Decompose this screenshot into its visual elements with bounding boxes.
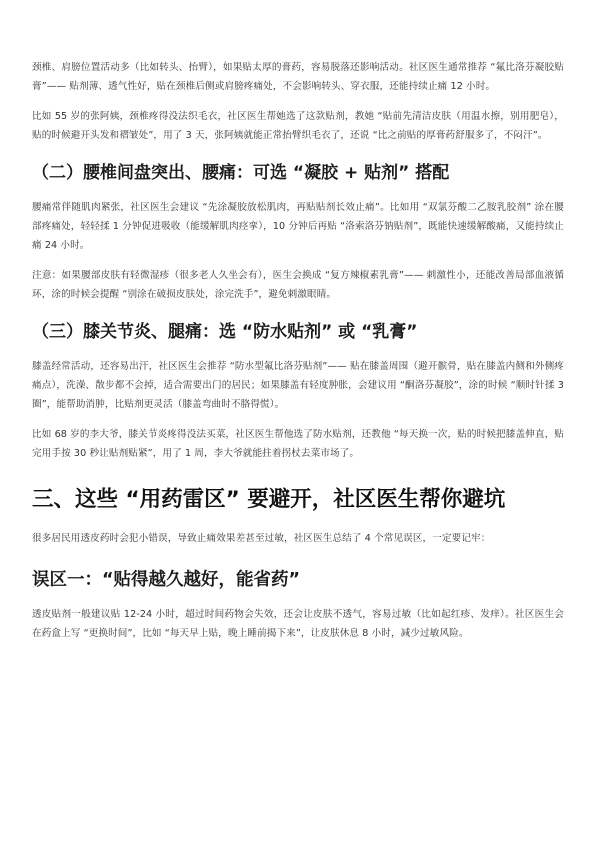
paragraph-waist-gel-patch: 腰痛常伴随肌肉紧张，社区医生会建议 “先涂凝胶放松肌肉，再贴贴剂长效止痛”。比如用 “双氯芬酸二乙胺乳胶剂” 涂在腰部疼痛处，轻轻揉 1 分钟促进吸收（能缓解肌肉痉挛），10 分钟后再贴 “洛索洛芬钠贴剂”，既能快速缓解酸痛，又能持续止痛 24 小时。	[32, 202, 564, 251]
paragraph-waist-note: 注意：如果腰部皮肤有轻微湿疹（很多老人久坐会有），医生会换成 “复方辣椒素乳膏”—— 刺激性小，还能改善局部血液循环，涂的时候会提醒 “别涂在破损皮肤处，涂完洗手”，避免刺激眼睛。	[32, 270, 564, 300]
section-heading-medication-pitfalls: 三、这些 “用药雷区” 要避开，社区医生帮你避坑	[32, 487, 506, 512]
paragraph-example-li: 比如 68 岁的李大爷，膝关节炎疼得没法买菜，社区医生帮他选了防水贴剂，还教他 “每天换一次，贴的时候把膝盖伸直，贴完用手按 30 秒让贴剂贴紧”，用了 1 周，李大爷就能拄着拐杖去菜市场了。	[32, 429, 564, 459]
paragraph-example-zhang: 比如 55 岁的张阿姨，颈椎疼得没法织毛衣，社区医生帮她选了这款贴剂，教她 “贴前先清洁皮肤（用温水擦，别用肥皂），贴的时候避开头发和褶皱处”，用了 3 天，张阿姨就能正常抬臂织毛衣了，还说 “比之前贴的厚膏药舒服多了，不闷汗”。	[32, 111, 564, 141]
paragraph-knee-patch: 膝盖经常活动，还容易出汗，社区医生会推荐 “防水型氟比洛芬贴剂”—— 贴在膝盖周围（避开髌骨，贴在膝盖内侧和外侧疼痛点），洗澡、散步都不会掉，适合需要出门的居民；如果膝盖有轻度肿胀，会建议用 “酮洛芬凝胶”，涂的时候 “顺时针揉 3 圈”，能帮助消肿，比贴剂更灵活（膝盖弯曲时不胳得慌）。	[32, 361, 564, 410]
heading-myth-one: 误区一：“贴得越久越好，能省药”	[32, 570, 301, 590]
document-page	[32, 58, 564, 654]
paragraph-myth-one: 透皮贴剂一般建议贴 12-24 小时，超过时间药物会失效，还会让皮肤不透气，容易过敏（比如起红疹、发痒）。社区医生会在药盒上写 “更换时间”，比如 “每天早上贴，晚上睡前揭下来”，让皮肤休息 8 小时，减少过敏风险。	[32, 609, 564, 639]
heading-waist-pain: （二）腰椎间盘突出、腰痛：可选 “凝胶 + 贴剂” 搭配	[32, 163, 450, 183]
paragraph-pitfalls-intro: 很多居民用透皮药时会犯小错误，导致止痛效果差甚至过敏，社区医生总结了 4 个常见误区，一定要记牢：	[32, 533, 491, 544]
paragraph-neck-patch: 颈椎、肩膀位置活动多（比如转头、抬臂），如果贴太厚的膏药，容易脱落还影响活动。社区医生通常推荐 “氟比洛芬凝胶贴膏”—— 贴剂薄、透气性好，贴在颈椎后侧或肩膀疼痛处，不会影响转头、穿衣服，还能持续止痛 12 小时。	[32, 62, 564, 92]
heading-knee-pain: （三）膝关节炎、腿痛：选 “防水贴剂” 或 “乳膏”	[32, 322, 418, 342]
